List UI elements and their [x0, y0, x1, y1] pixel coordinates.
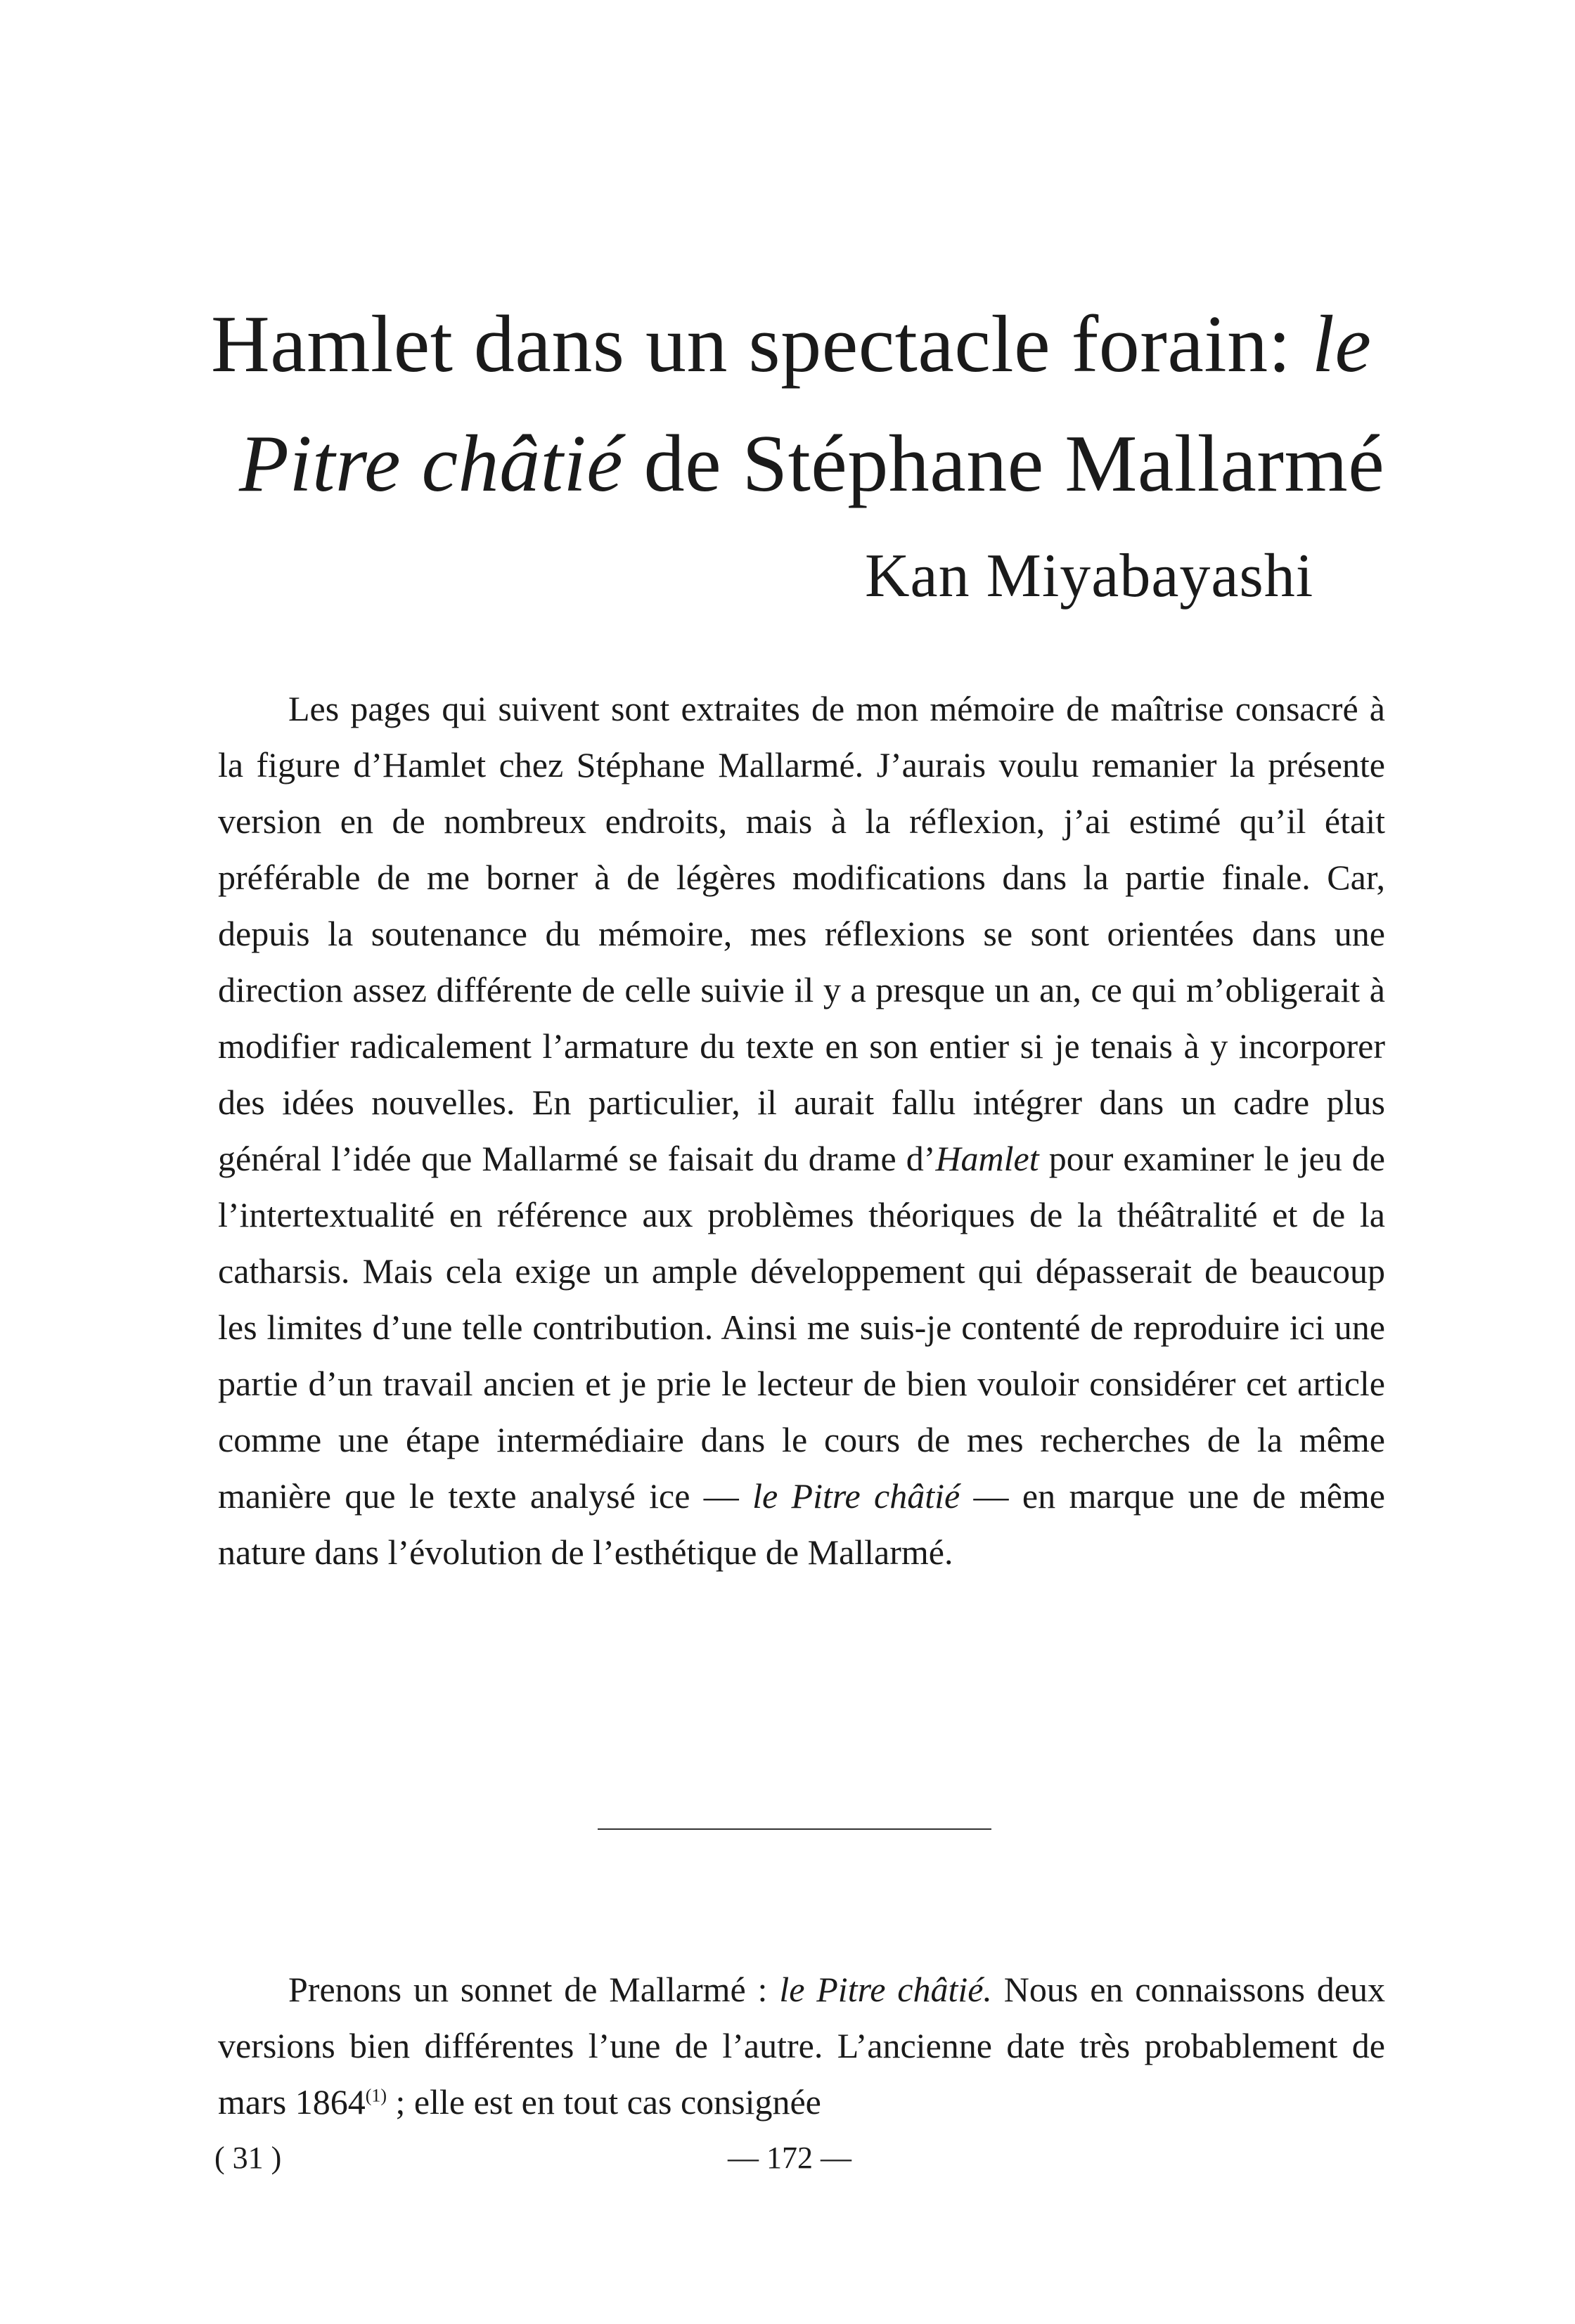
- footnote-reference[interactable]: (1): [365, 2085, 387, 2106]
- title-line-1: Hamlet dans un spectacle forain: le: [211, 299, 1372, 389]
- title-line-2: Pitre châtié de Stéphane Mallarmé: [239, 419, 1385, 509]
- author-name: Kan Miyabayashi: [865, 542, 1314, 610]
- article-title: [211, 285, 1406, 524]
- body-paragraph: Prenons un sonnet de Mallarmé : le Pitre châtié. Nous en connaissons deux versions bien différentes l’une de l’autre. L’ancienne date très probablement de mars 1864$^{(1)}$ ; elle est en tout cas consignée: [218, 1970, 1385, 2122]
- journal-page-number: ( 31 ): [214, 2141, 282, 2175]
- section-separator: [598, 1828, 991, 1830]
- abstract-paragraph: Les pages qui suivent sont extraites de mon mémoire de maîtrise consacré à la figure d’Hamlet chez Stéphane Mallarmé. J’aurais voulu remanier la présente version en de nombreux endroits, mais à la réflexion, j’ai estimé qu’il était préférable de me borner à de légères modifications dans la partie finale. Car, depuis la soutenance du mémoire, mes réflexions se sont orientées dans une direction assez différente de celle suivie il y a presque un an, ce qui m’obligerait à modifier radicalement l’armature du texte en son entier si je tenais à y incorporer des idées nouvelles. En particulier, il aurait fallu intégrer dans un cadre plus général l’idée que Mallarmé se faisait du drame d’Hamlet pour examiner le jeu de l’intertextualité en référence aux problèmes théoriques de la théâtralité et de la catharsis. Mais cela exige un ample développement qui dépasserait de beaucoup les limites d’une telle contribution. Ainsi me suis-je contenté de reproduire ici une partie d’un travail ancien et je prie le lecteur de bien vouloir considérer cet article comme une étape intermédiaire dans le cours de mes recherches de la même manière que le texte analysé ice — le Pitre châtié — en marque une de même nature dans l’évolution de l’esthétique de Mallarmé.: [218, 689, 1385, 1572]
- page-number: — 172 —: [728, 2141, 851, 2175]
